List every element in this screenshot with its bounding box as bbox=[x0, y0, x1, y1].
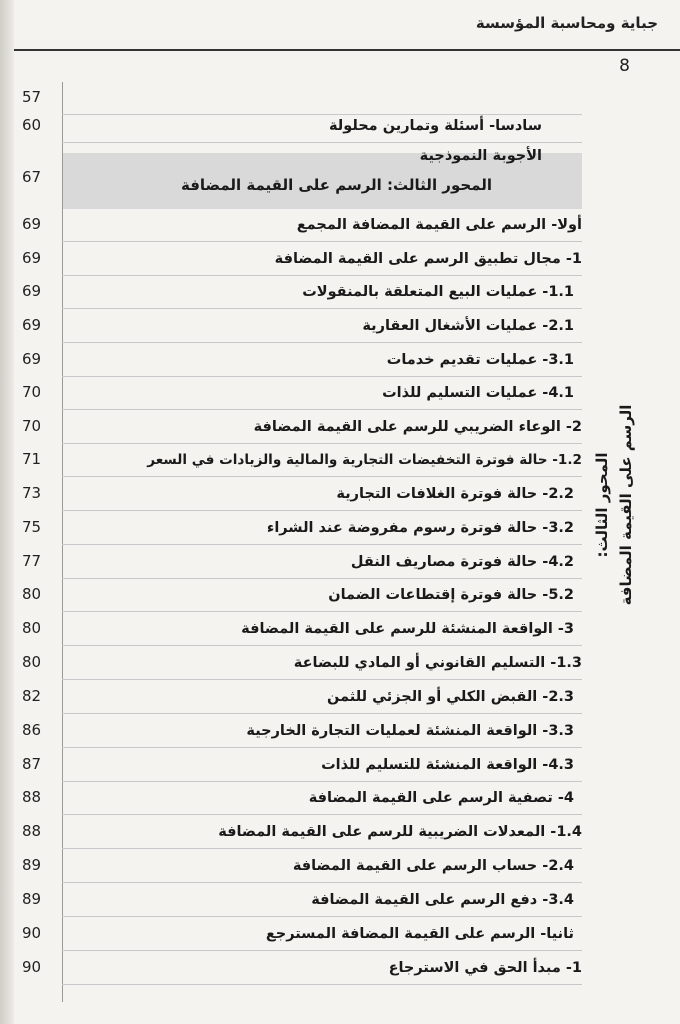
toc-row bbox=[22, 980, 582, 1013]
toc-row bbox=[22, 243, 582, 276]
table-of-contents bbox=[22, 82, 582, 1002]
toc-row-page-number: 69 bbox=[22, 316, 42, 334]
side-chapter-label-graphic bbox=[585, 360, 645, 650]
toc-row-page-number: 86 bbox=[22, 721, 42, 739]
toc-row-page-number: 88 bbox=[22, 822, 42, 840]
toc-row-divider bbox=[62, 476, 582, 477]
toc-row-divider bbox=[62, 814, 582, 815]
toc-row-page-number: 70 bbox=[22, 417, 42, 435]
toc-row-divider bbox=[62, 308, 582, 309]
toc-row bbox=[22, 162, 582, 195]
toc-row-divider bbox=[62, 409, 582, 410]
toc-row bbox=[22, 411, 582, 444]
toc-row-divider bbox=[62, 882, 582, 883]
toc-row-page-number: 77 bbox=[22, 552, 42, 570]
toc-row bbox=[22, 310, 582, 343]
toc-row-divider bbox=[62, 544, 582, 545]
toc-row bbox=[22, 782, 582, 815]
toc-row bbox=[22, 613, 582, 646]
toc-row-page-number: 80 bbox=[22, 653, 42, 671]
header-rule bbox=[14, 49, 680, 51]
toc-row-page-number: 82 bbox=[22, 687, 42, 705]
toc-row-page-number: 89 bbox=[22, 856, 42, 874]
toc-row-page-number: 69 bbox=[22, 282, 42, 300]
running-header-title: جباية ومحاسبة المؤسسة bbox=[475, 14, 658, 32]
toc-row-page-number: 67 bbox=[22, 168, 42, 186]
book-spine-edge bbox=[0, 0, 14, 1024]
toc-row bbox=[22, 647, 582, 680]
toc-row bbox=[22, 850, 582, 883]
toc-row bbox=[22, 512, 582, 545]
toc-row-title: المحور الثالث: الرسم على القيمة المضافة bbox=[180, 176, 492, 194]
toc-row-divider bbox=[62, 848, 582, 849]
toc-row-title: 4.1- عمليات التسليم للذات bbox=[382, 385, 574, 401]
toc-row-page-number: 89 bbox=[22, 890, 42, 908]
page-number: 8 bbox=[619, 56, 630, 76]
toc-row-title: 4- تصفية الرسم على القيمة المضافة bbox=[308, 790, 574, 806]
toc-row-divider bbox=[62, 950, 582, 951]
toc-row-page-number: 88 bbox=[22, 788, 42, 806]
toc-row-title: 1.3- التسليم القانوني أو المادي للبضاعة bbox=[293, 655, 582, 671]
toc-row bbox=[22, 444, 582, 477]
toc-row-title: 2.4- حساب الرسم على القيمة المضافة bbox=[292, 858, 574, 874]
toc-row-page-number: 87 bbox=[22, 755, 42, 773]
toc-row-title: 1- مبدأ الحق في الاسترجاع bbox=[388, 960, 582, 976]
toc-row-page-number: 70 bbox=[22, 383, 42, 401]
toc-row-title: 3.2- حالة فوترة رسوم مفروضة عند الشراء bbox=[266, 520, 574, 536]
toc-row-page-number: 69 bbox=[22, 350, 42, 368]
toc-row-title: 1- مجال تطبيق الرسم على القيمة المضافة bbox=[274, 251, 582, 267]
toc-row bbox=[22, 681, 582, 714]
toc-row-title: 5.2- حالة فوترة إقتطاعات الضمان bbox=[328, 587, 574, 603]
toc-row-title: 1.2- حالة فوترة التخفيضات التجارية والمالية والزيادات في السعر bbox=[147, 452, 582, 468]
toc-row-title: 3.4- دفع الرسم على القيمة المضافة bbox=[311, 892, 574, 908]
toc-row-title: الأجوبة النموذجية bbox=[419, 148, 542, 164]
toc-row-title: 3- الواقعة المنشئة للرسم على القيمة المضافة bbox=[241, 621, 574, 637]
toc-row-page-number: 57 bbox=[22, 88, 42, 106]
toc-row-page-number: 69 bbox=[22, 215, 42, 233]
toc-row bbox=[22, 918, 582, 951]
toc-row-title: 4.3- الواقعة المنشئة للتسليم للذات bbox=[321, 757, 574, 773]
toc-row bbox=[22, 579, 582, 612]
side-label-line2: الرسم على القيمة المضافة bbox=[617, 404, 635, 606]
toc-row bbox=[22, 209, 582, 242]
toc-row bbox=[22, 715, 582, 748]
toc-row bbox=[22, 276, 582, 309]
side-label-line1: المحور الثالث: bbox=[593, 452, 611, 558]
toc-row-page-number: 90 bbox=[22, 958, 42, 976]
toc-row-page-number: 71 bbox=[22, 450, 42, 468]
toc-row-title: 3.1- عمليات تقديم خدمات bbox=[386, 352, 574, 368]
toc-row-page-number: 60 bbox=[22, 116, 42, 134]
toc-row bbox=[22, 816, 582, 849]
toc-row-page-number: 73 bbox=[22, 484, 42, 502]
toc-row bbox=[22, 884, 582, 917]
toc-row bbox=[22, 377, 582, 410]
toc-row bbox=[22, 110, 582, 143]
toc-row bbox=[22, 344, 582, 377]
toc-row-divider bbox=[62, 645, 582, 646]
toc-row-page-number: 75 bbox=[22, 518, 42, 536]
toc-row-title: 2.1- عمليات الأشغال العقارية bbox=[362, 318, 574, 334]
toc-row-title: 2.3- القبض الكلي أو الجزئي للثمن bbox=[327, 689, 574, 705]
toc-row-page-number: 90 bbox=[22, 924, 42, 942]
toc-row-page-number: 69 bbox=[22, 249, 42, 267]
toc-row-divider bbox=[62, 747, 582, 748]
toc-row-title: ثانيا- الرسم على القيمة المضافة المسترجع bbox=[265, 926, 574, 942]
toc-row bbox=[22, 478, 582, 511]
toc-row-divider bbox=[62, 241, 582, 242]
toc-row-title: 2- الوعاء الضريبي للرسم على القيمة المضافة bbox=[253, 419, 582, 435]
toc-row-title: سادسا- أسئلة وتمارين محلولة bbox=[328, 118, 542, 134]
toc-row-title: 4.2- حالة فوترة مصاريف النقل bbox=[350, 554, 574, 570]
toc-row bbox=[22, 749, 582, 782]
toc-row-title: 3.3- الواقعة المنشئة لعمليات التجارة الخارجية bbox=[246, 723, 574, 739]
toc-row-title: 1.1- عمليات البيع المتعلقة بالمنقولات bbox=[302, 284, 574, 300]
toc-row-divider bbox=[62, 679, 582, 680]
toc-row-title: 1.4- المعدلات الضريبية للرسم على القيمة المضافة bbox=[218, 824, 582, 840]
toc-row-divider bbox=[62, 342, 582, 343]
toc-row-divider bbox=[62, 916, 582, 917]
toc-row-divider bbox=[62, 713, 582, 714]
toc-row-title: أولا- الرسم على القيمة المضافة المجمع bbox=[296, 217, 582, 233]
toc-row bbox=[22, 546, 582, 579]
toc-row-page-number: 80 bbox=[22, 585, 42, 603]
toc-row-title: 2.2- حالة فوترة الغلافات التجارية bbox=[336, 486, 574, 502]
toc-row-divider bbox=[62, 510, 582, 511]
toc-row-divider bbox=[62, 611, 582, 612]
toc-row-page-number: 80 bbox=[22, 619, 42, 637]
side-chapter-label bbox=[585, 360, 645, 650]
